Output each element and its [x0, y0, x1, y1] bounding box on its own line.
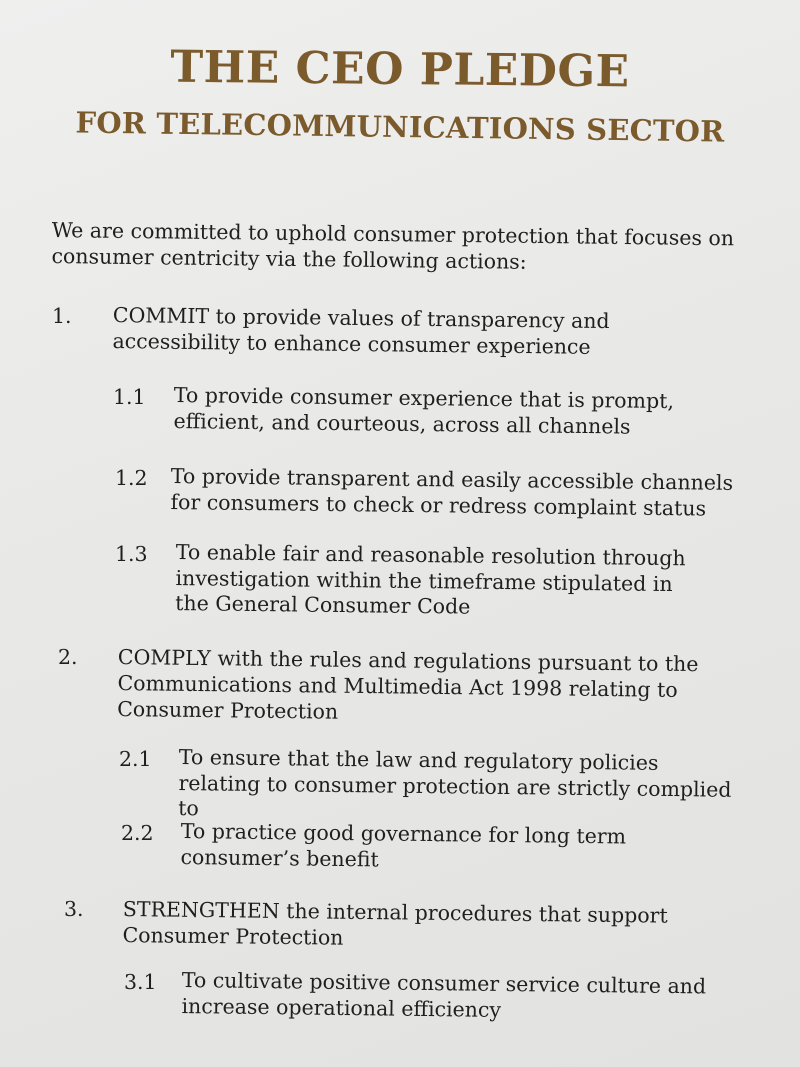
- subitem-number: 2.2: [121, 821, 154, 845]
- item-text: COMMIT to provide values of transparency and accessibility to enhance consumer experience: [112, 302, 610, 359]
- subitem-text: To ensure that the law and regulatory policies relating to consumer protection are strictly complied to: [178, 745, 732, 821]
- subitem-text: To enable fair and reasonable resolution through investigation within the timeframe stipulated in the General Consumer Code: [175, 540, 686, 619]
- intro-paragraph: We are committed to uphold consumer protection that focuses on consumer centricity via the following actions:: [51, 217, 735, 274]
- subitem-number: 1.1: [113, 385, 146, 409]
- item-number: 2.: [58, 645, 78, 669]
- subitem-number: 1.2: [115, 466, 148, 490]
- subitem-number: 1.3: [115, 542, 148, 566]
- page-title: THE CEO PLEDGE: [170, 41, 630, 98]
- subitem-text: To cultivate positive consumer service culture and increase operational efficiency: [181, 968, 707, 1022]
- item-number: 1.: [52, 304, 72, 328]
- item-number: 3.: [64, 897, 84, 921]
- subitem-text: To provide transparent and easily accessible channels for consumers to check or redress complaint status: [170, 464, 734, 521]
- subitem-number: 2.1: [119, 747, 152, 771]
- item-text: STRENGTHEN the internal procedures that support Consumer Protection: [122, 896, 668, 950]
- item-text: COMPLY with the rules and regulations pursuant to the Communications and Multimedia Act 1998 relating to Consumer Protection: [117, 644, 699, 724]
- page-subtitle: FOR TELECOMMUNICATIONS SECTOR: [75, 105, 725, 149]
- subitem-text: To provide consumer experience that is prompt, efficient, and courteous, across all channels: [173, 383, 675, 439]
- subitem-number: 3.1: [124, 970, 157, 994]
- subitem-text: To practice good governance for long term consumer’s benefit: [180, 819, 627, 871]
